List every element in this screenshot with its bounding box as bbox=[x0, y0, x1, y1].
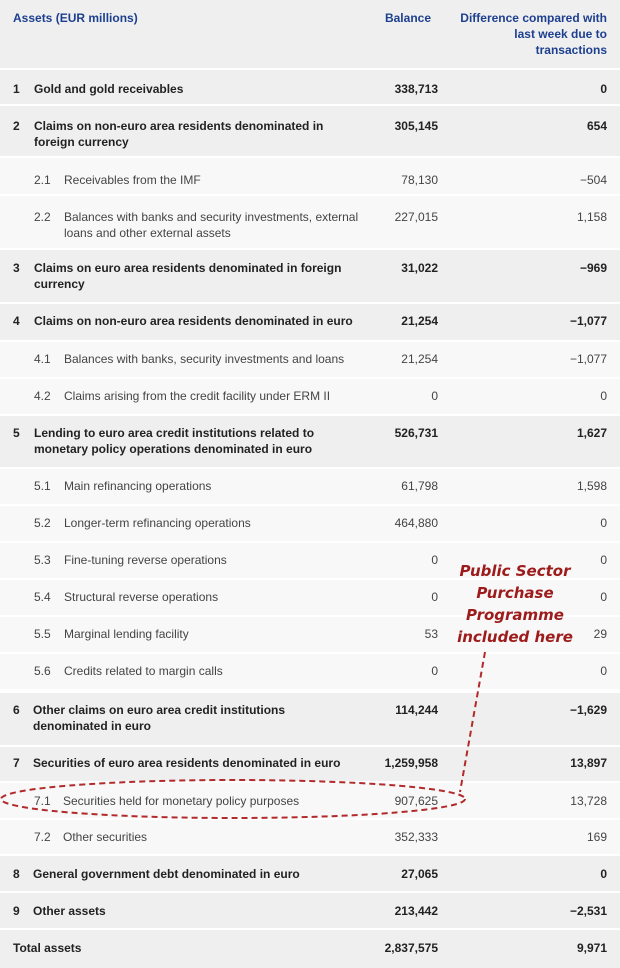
row-number: 5.4 bbox=[34, 590, 51, 604]
row-label: Other claims on euro area credit institutions denominated in euro bbox=[33, 703, 286, 733]
table-row bbox=[0, 248, 620, 302]
row-balance: 0 bbox=[431, 590, 438, 604]
table-row bbox=[0, 414, 620, 467]
difference-column-header: Difference compared with last week due to transactions bbox=[460, 11, 607, 57]
row-difference: 169 bbox=[586, 830, 607, 844]
row-number: 4.1 bbox=[34, 352, 51, 366]
row-number: 5 bbox=[13, 426, 20, 440]
balance-column-header: Balance bbox=[384, 11, 431, 25]
table-row bbox=[0, 302, 620, 340]
row-balance: 526,731 bbox=[394, 426, 438, 440]
row-label: Claims arising from the credit facility under ERM II bbox=[64, 389, 331, 403]
total-label: Total assets bbox=[13, 941, 82, 955]
row-number: 9 bbox=[13, 904, 20, 918]
row-balance: 31,022 bbox=[401, 261, 438, 275]
row-label: Securities held for monetary policy purposes bbox=[63, 794, 300, 808]
row-number: 5.1 bbox=[34, 479, 51, 493]
table-row bbox=[0, 68, 620, 104]
table-row bbox=[0, 504, 620, 541]
row-balance: 1,259,958 bbox=[384, 756, 438, 770]
row-balance: 114,244 bbox=[395, 703, 438, 717]
row-balance: 21,254 bbox=[401, 352, 438, 366]
table-row bbox=[0, 891, 620, 928]
row-balance: 0 bbox=[431, 553, 438, 567]
table-row bbox=[0, 818, 620, 854]
row-label: Structural reverse operations bbox=[64, 590, 219, 604]
row-difference: 1,627 bbox=[576, 426, 607, 440]
row-balance: 213,442 bbox=[394, 904, 438, 918]
row-number: 5.5 bbox=[34, 627, 51, 641]
row-balance: 338,713 bbox=[394, 82, 438, 96]
row-label: Credits related to margin calls bbox=[64, 664, 223, 678]
row-number: 2.2 bbox=[34, 210, 51, 224]
table-row bbox=[0, 652, 620, 689]
row-number: 2 bbox=[13, 119, 20, 133]
assets-column-header: Assets (EUR millions) bbox=[13, 11, 138, 25]
row-number: 5.2 bbox=[34, 516, 51, 530]
row-balance: 27,065 bbox=[401, 867, 438, 881]
row-difference: 0 bbox=[600, 590, 607, 604]
table-row bbox=[0, 194, 620, 248]
table-row-highlighted bbox=[0, 781, 620, 818]
row-difference: −504 bbox=[579, 173, 607, 187]
row-number: 5.3 bbox=[34, 553, 51, 567]
row-balance: 305,145 bbox=[394, 119, 438, 133]
row-label: Claims on non-euro area residents denominated in foreign currency bbox=[34, 119, 324, 149]
table-row bbox=[0, 156, 620, 194]
row-number: 7.2 bbox=[34, 830, 51, 844]
row-number: 7 bbox=[13, 756, 20, 770]
row-balance: 464,880 bbox=[394, 516, 438, 530]
annotation-note: Public Sector Purchase Programme included here bbox=[457, 562, 573, 646]
table-row bbox=[0, 104, 620, 158]
row-number: 4.2 bbox=[34, 389, 51, 403]
table-row bbox=[0, 691, 620, 745]
total-balance: 2,837,575 bbox=[384, 941, 438, 955]
row-difference: 0 bbox=[600, 664, 607, 678]
row-label: Claims on non-euro area residents denominated in euro bbox=[34, 314, 353, 328]
row-label: Other assets bbox=[33, 904, 106, 918]
row-difference: 0 bbox=[600, 553, 607, 567]
row-label: Claims on euro area residents denominated in foreign currency bbox=[34, 261, 342, 291]
row-difference: 654 bbox=[586, 119, 607, 133]
row-balance: 0 bbox=[431, 664, 438, 678]
row-difference: −1,629 bbox=[569, 703, 607, 717]
row-difference: 1,158 bbox=[576, 210, 607, 224]
row-number: 4 bbox=[13, 314, 20, 328]
table-header bbox=[0, 0, 620, 68]
row-label: General government debt denominated in euro bbox=[33, 867, 300, 881]
table-row bbox=[0, 467, 620, 504]
row-balance: 78,130 bbox=[401, 173, 438, 187]
row-label: Gold and gold receivables bbox=[34, 82, 184, 96]
row-label: Balances with banks and security investments, external loans and other external assets bbox=[64, 210, 359, 240]
row-difference: 0 bbox=[600, 867, 607, 881]
row-difference: 1,598 bbox=[576, 479, 607, 493]
row-number: 5.6 bbox=[34, 664, 51, 678]
table-row bbox=[0, 377, 620, 414]
table-row bbox=[0, 745, 620, 781]
row-difference: −2,531 bbox=[569, 904, 607, 918]
row-difference: −1,077 bbox=[569, 352, 607, 366]
row-balance: 227,015 bbox=[394, 210, 438, 224]
row-label: Receivables from the IMF bbox=[64, 173, 201, 187]
row-difference: −969 bbox=[579, 261, 607, 275]
row-balance: 907,625 bbox=[394, 794, 438, 808]
total-difference: 9,971 bbox=[576, 941, 607, 955]
row-difference: −1,077 bbox=[569, 314, 607, 328]
row-difference: 29 bbox=[593, 627, 607, 641]
row-difference: 0 bbox=[600, 389, 607, 403]
total-row bbox=[0, 928, 620, 968]
row-label: Balances with banks, security investments and loans bbox=[64, 352, 345, 366]
row-label: Fine-tuning reverse operations bbox=[64, 553, 227, 567]
row-number: 3 bbox=[13, 261, 20, 275]
row-difference: 13,728 bbox=[570, 794, 607, 808]
row-difference: 0 bbox=[600, 516, 607, 530]
row-number: 6 bbox=[13, 703, 20, 717]
row-label: Main refinancing operations bbox=[64, 479, 212, 493]
row-number: 2.1 bbox=[34, 173, 51, 187]
row-difference: 0 bbox=[600, 82, 607, 96]
row-number: 1 bbox=[13, 82, 20, 96]
row-number: 7.1 bbox=[34, 794, 51, 808]
row-label: Lending to euro area credit institutions related to monetary policy operations denominated in euro bbox=[34, 426, 315, 456]
row-balance: 21,254 bbox=[401, 314, 438, 328]
table-row bbox=[0, 854, 620, 891]
row-label: Other securities bbox=[63, 830, 148, 844]
row-balance: 61,798 bbox=[401, 479, 438, 493]
row-number: 8 bbox=[13, 867, 20, 881]
row-label: Securities of euro area residents denominated in euro bbox=[33, 756, 341, 770]
table-row bbox=[0, 340, 620, 377]
row-balance: 352,333 bbox=[394, 830, 438, 844]
row-difference: 13,897 bbox=[570, 756, 607, 770]
row-balance: 0 bbox=[431, 389, 438, 403]
row-balance: 53 bbox=[424, 627, 438, 641]
row-label: Longer-term refinancing operations bbox=[64, 516, 251, 530]
row-label: Marginal lending facility bbox=[64, 627, 189, 641]
